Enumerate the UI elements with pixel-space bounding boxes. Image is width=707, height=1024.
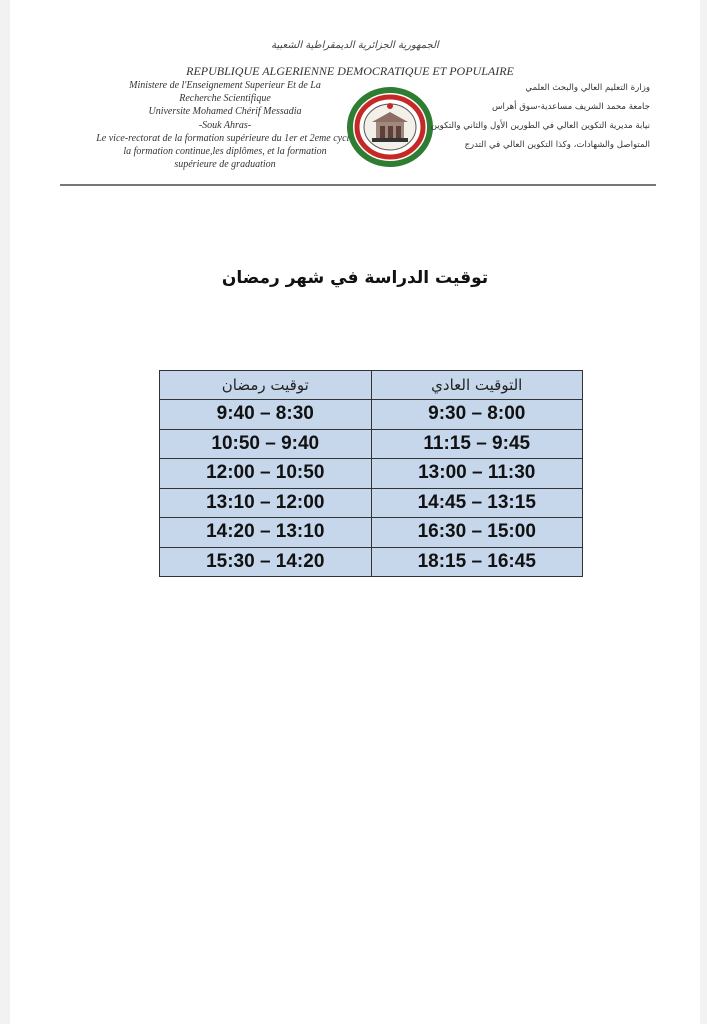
arabic-ministry-line: وزارة التعليم العالي والبحث العلمي [525, 83, 650, 93]
arabic-university-line: جامعة محمد الشريف مساعدية-سوق أهراس [491, 102, 650, 112]
french-republic-heading: REPUBLIQUE ALGERIENNE DEMOCRATIQUE ET POPULAIRE [186, 64, 514, 78]
table-row [160, 488, 583, 518]
table-row [160, 459, 583, 489]
page-title: توقيت الدراسة في شهر رمضان [221, 268, 489, 288]
arabic-republic-heading: الجمهورية الجزائرية الديمقراطية الشعبية [271, 40, 439, 51]
regular-time-cell: 16:30 – 15:00 [371, 518, 583, 548]
table-row [160, 518, 583, 548]
regular-time-cell: 9:30 – 8:00 [371, 400, 583, 430]
university-logo [342, 84, 438, 170]
regular-time-cell: 18:15 – 16:45 [371, 547, 583, 577]
arabic-header-block [430, 79, 650, 155]
french-training-line: la formation continue,les diplômes, et la formation [123, 146, 327, 158]
ramadan-time-cell: 14:20 – 13:10 [160, 518, 372, 548]
table-row [160, 429, 583, 459]
french-ministry-line: Ministere de l'Enseignement Superieur Et de La [129, 80, 321, 91]
regular-time-cell: 13:00 – 11:30 [371, 459, 583, 489]
arabic-continuing-education-line: المتواصل والشهادات، وكذا التكوين العالي في التدرج [464, 140, 650, 150]
table-header-row [160, 371, 583, 400]
header-divider [60, 184, 656, 186]
arabic-directorate-line: نيابة مديرية التكوين العالي في الطورين الأول والثاني والتكوين [430, 121, 650, 131]
french-graduation-line: supérieure de graduation [174, 159, 276, 171]
ramadan-time-cell: 13:10 – 12:00 [160, 488, 372, 518]
regular-time-cell: 11:15 – 9:45 [371, 429, 583, 459]
table-row [160, 400, 583, 430]
ramadan-time-cell: 12:00 – 10:50 [160, 459, 372, 489]
regular-time-cell: 14:45 – 13:15 [371, 488, 583, 518]
schedule-table [159, 370, 583, 577]
document-page [10, 0, 700, 1024]
header-ramadan-schedule: توقيت رمضان [160, 371, 372, 400]
ramadan-time-cell: 10:50 – 9:40 [160, 429, 372, 459]
french-city-line: -Souk Ahras- [198, 119, 252, 131]
ramadan-time-cell: 15:30 – 14:20 [160, 547, 372, 577]
french-header-block [80, 79, 370, 171]
header-regular-schedule: التوقيت العادي [371, 371, 583, 400]
french-university-line: Universite Mohamed Chérif Messadia [148, 106, 302, 118]
french-research-line: Recherche Scientifique [179, 93, 271, 105]
table-row [160, 547, 583, 577]
ramadan-time-cell: 9:40 – 8:30 [160, 400, 372, 430]
french-vice-rectorate-line: Le vice-rectorat de la formation supérieure du 1er et 2eme cycle [96, 132, 354, 144]
